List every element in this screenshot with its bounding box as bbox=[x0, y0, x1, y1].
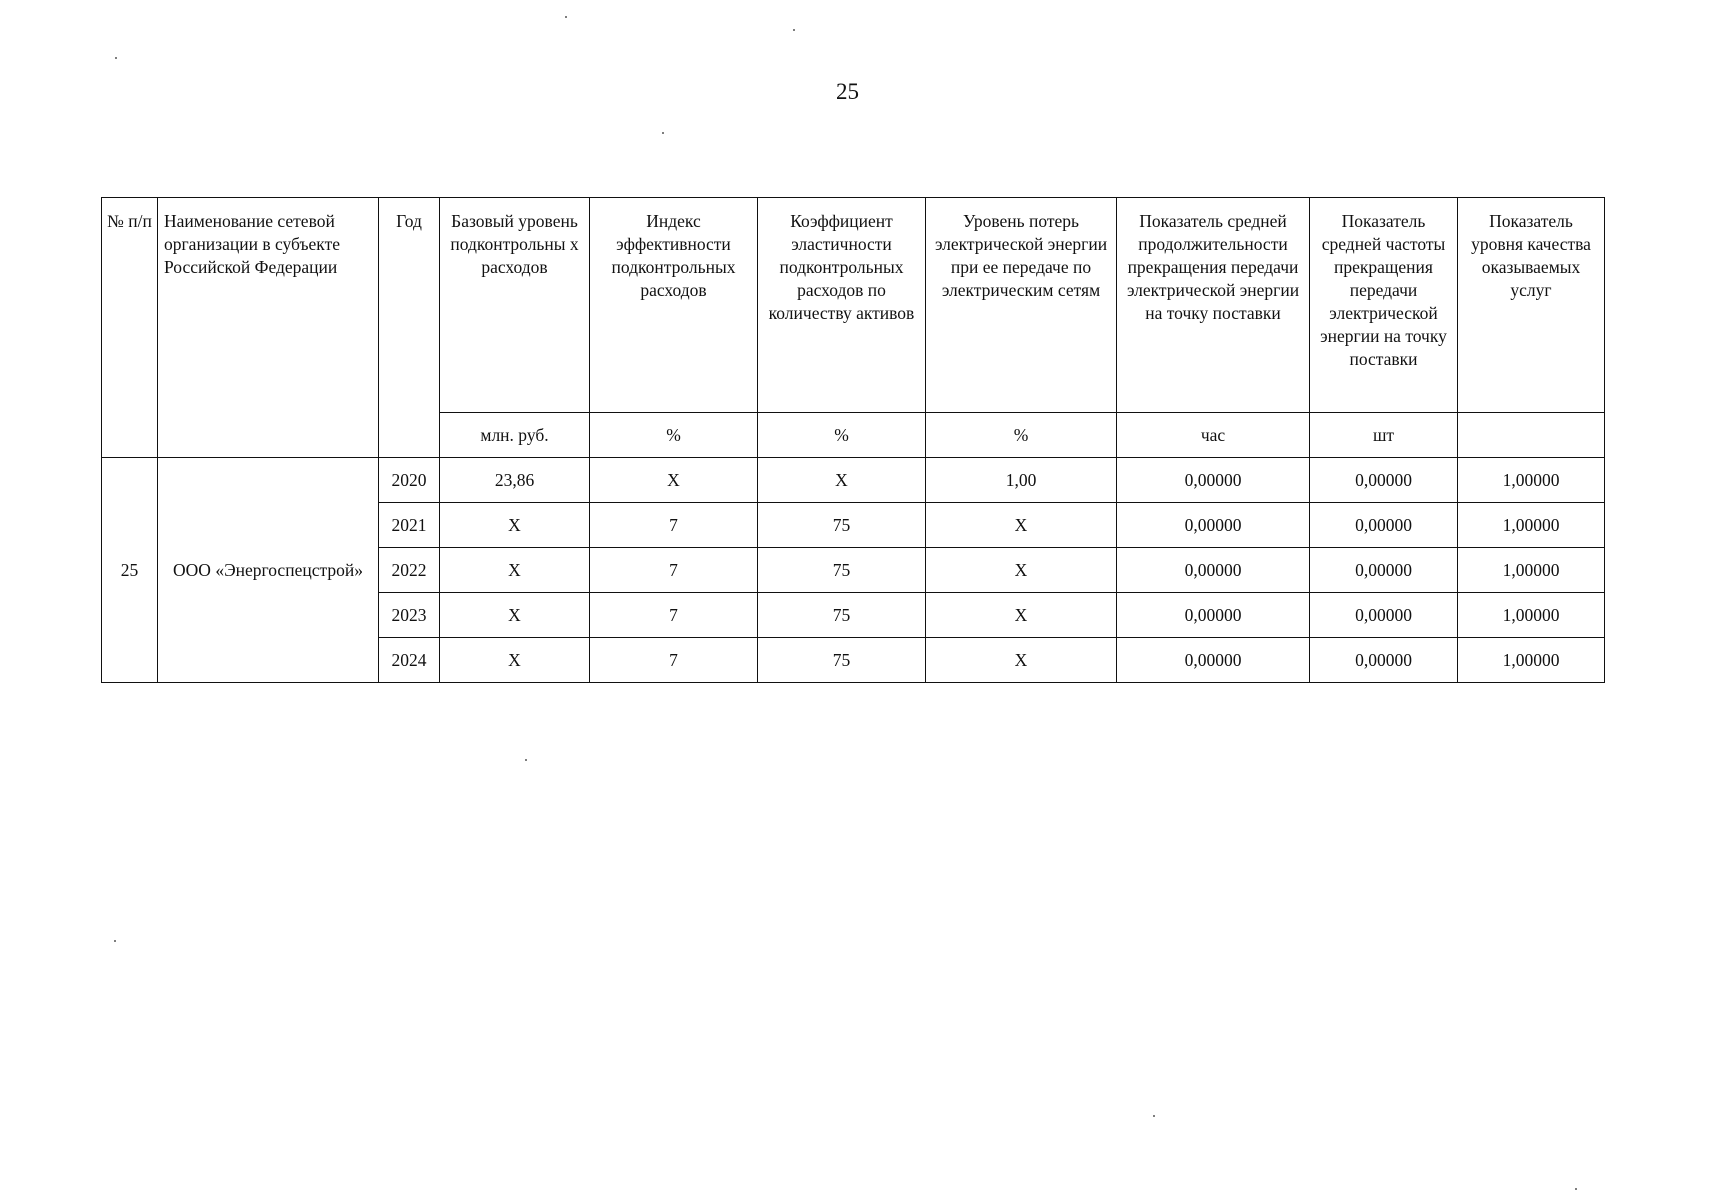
header-index: Индекс эффективности подконтрольных расходов bbox=[590, 198, 758, 413]
cell-base: Х bbox=[440, 503, 590, 548]
cell-coef: 75 bbox=[758, 548, 926, 593]
cell-index: 7 bbox=[590, 503, 758, 548]
cell-year: 2023 bbox=[379, 593, 440, 638]
cell-loss: Х bbox=[926, 548, 1117, 593]
page-number: 25 bbox=[836, 79, 859, 104]
cell-freq: 0,00000 bbox=[1310, 548, 1458, 593]
cell-coef: 75 bbox=[758, 638, 926, 683]
header-freq: Показатель средней частоты прекращения передачи электрической энергии на точку поставки bbox=[1310, 198, 1458, 413]
cell-year: 2022 bbox=[379, 548, 440, 593]
cell-loss: Х bbox=[926, 503, 1117, 548]
cell-quality: 1,00000 bbox=[1458, 548, 1605, 593]
cell-base: Х bbox=[440, 548, 590, 593]
header-org: Наименование сетевой организации в субъекте Российской Федерации bbox=[158, 198, 379, 458]
unit-index: % bbox=[590, 413, 758, 458]
header-duration: Показатель средней продолжительности прекращения передачи электрической энергии на точку поставки bbox=[1117, 198, 1310, 413]
scan-speck bbox=[1575, 1188, 1577, 1190]
cell-duration: 0,00000 bbox=[1117, 593, 1310, 638]
cell-duration: 0,00000 bbox=[1117, 638, 1310, 683]
cell-duration: 0,00000 bbox=[1117, 458, 1310, 503]
cell-freq: 0,00000 bbox=[1310, 593, 1458, 638]
cell-index: 7 bbox=[590, 593, 758, 638]
header-num: № п/п bbox=[102, 198, 158, 458]
header-year: Год bbox=[379, 198, 440, 458]
scan-speck bbox=[662, 132, 664, 134]
header-loss: Уровень потерь электрической энергии при ее передаче по электрическим сетям bbox=[926, 198, 1117, 413]
entry-number: 25 bbox=[102, 458, 158, 683]
cell-loss: Х bbox=[926, 638, 1117, 683]
cell-duration: 0,00000 bbox=[1117, 548, 1310, 593]
cell-year: 2021 bbox=[379, 503, 440, 548]
cell-year: 2024 bbox=[379, 638, 440, 683]
unit-duration: час bbox=[1117, 413, 1310, 458]
scan-speck bbox=[115, 57, 117, 59]
cell-freq: 0,00000 bbox=[1310, 458, 1458, 503]
cell-coef: 75 bbox=[758, 593, 926, 638]
header-coef: Коэффициент эластичности подконтрольных расходов по количеству активов bbox=[758, 198, 926, 413]
unit-base: млн. руб. bbox=[440, 413, 590, 458]
cell-freq: 0,00000 bbox=[1310, 638, 1458, 683]
scan-speck bbox=[525, 759, 527, 761]
cell-quality: 1,00000 bbox=[1458, 638, 1605, 683]
unit-coef: % bbox=[758, 413, 926, 458]
cell-loss: Х bbox=[926, 593, 1117, 638]
cell-freq: 0,00000 bbox=[1310, 503, 1458, 548]
cell-coef: Х bbox=[758, 458, 926, 503]
scan-speck bbox=[114, 940, 116, 942]
cell-index: 7 bbox=[590, 638, 758, 683]
cell-quality: 1,00000 bbox=[1458, 593, 1605, 638]
header-quality: Показатель уровня качества оказываемых услуг bbox=[1458, 198, 1605, 413]
entry-organization: ООО «Энергоспецстрой» bbox=[158, 458, 379, 683]
header-base: Базовый уровень подконтрольны х расходов bbox=[440, 198, 590, 413]
cell-index: 7 bbox=[590, 548, 758, 593]
unit-quality bbox=[1458, 413, 1605, 458]
scan-speck bbox=[565, 16, 567, 18]
cell-quality: 1,00000 bbox=[1458, 458, 1605, 503]
header-row bbox=[102, 198, 1605, 413]
cell-quality: 1,00000 bbox=[1458, 503, 1605, 548]
indicators-table bbox=[101, 197, 1605, 683]
cell-base: 23,86 bbox=[440, 458, 590, 503]
scan-speck bbox=[793, 29, 795, 31]
cell-coef: 75 bbox=[758, 503, 926, 548]
cell-base: Х bbox=[440, 593, 590, 638]
unit-loss: % bbox=[926, 413, 1117, 458]
cell-duration: 0,00000 bbox=[1117, 503, 1310, 548]
cell-loss: 1,00 bbox=[926, 458, 1117, 503]
cell-index: Х bbox=[590, 458, 758, 503]
table-row bbox=[102, 458, 1605, 503]
cell-year: 2020 bbox=[379, 458, 440, 503]
unit-freq: шт bbox=[1310, 413, 1458, 458]
cell-base: Х bbox=[440, 638, 590, 683]
scan-speck bbox=[1153, 1115, 1155, 1117]
